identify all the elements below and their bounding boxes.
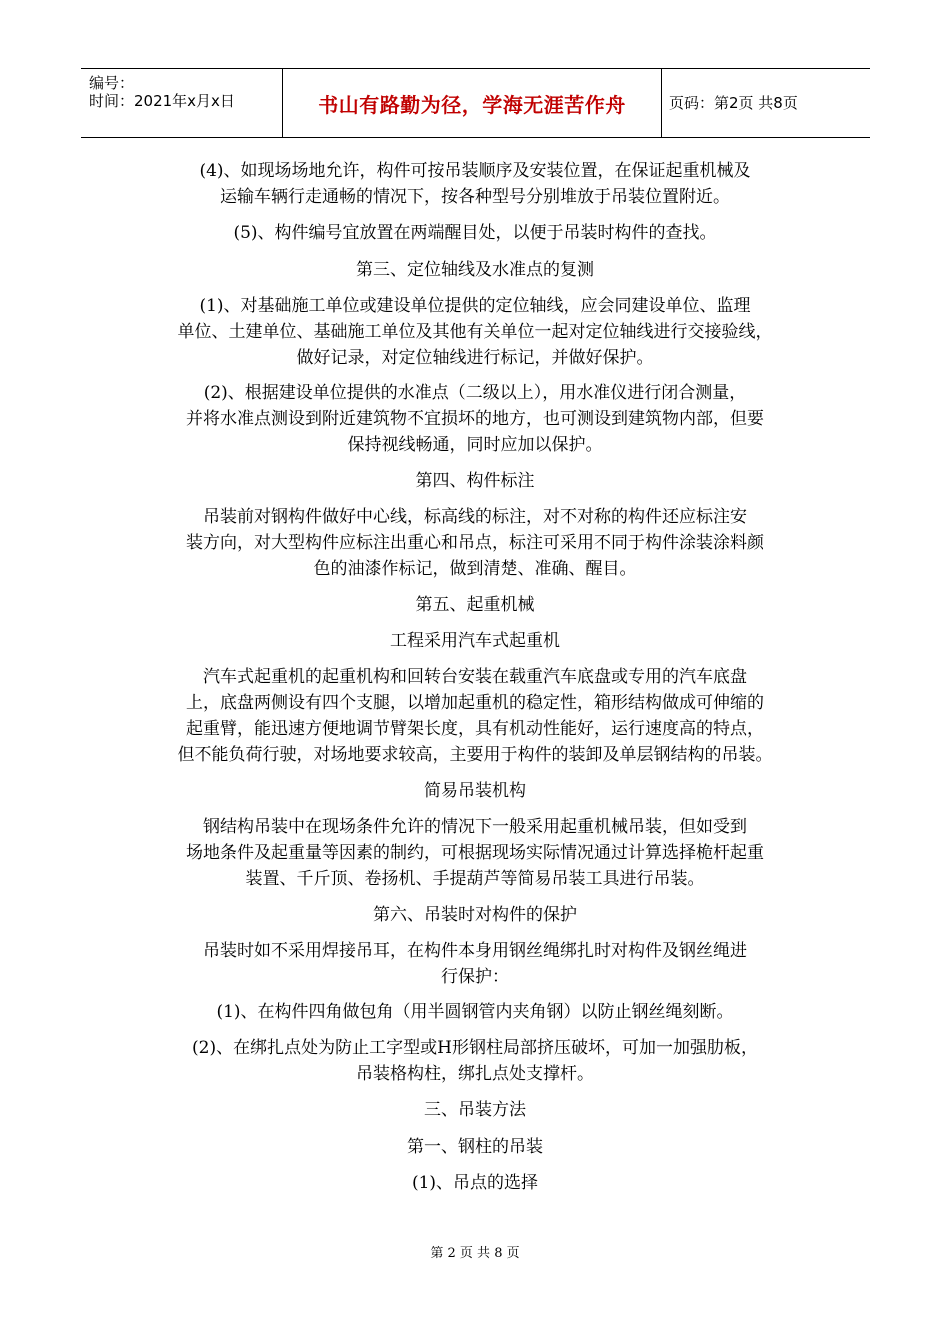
document-number-label: 编号： — [89, 74, 135, 92]
date-label: 时间：2021年x月x日 — [89, 92, 235, 110]
section-heading: 第四、构件标注 — [415, 471, 535, 491]
body-line: 保持视线畅通，同时应加以保护。 — [347, 435, 603, 455]
body-line: 做好记录，对定位轴线进行标记，并做好保护。 — [296, 348, 654, 368]
body-line: 吊装格构柱，绑扎点处支撑杆。 — [356, 1064, 594, 1084]
section-heading: 第一、钢柱的吊装 — [407, 1137, 543, 1157]
body-line: 但不能负荷行驶，对场地要求较高，主要用于构件的装卸及单层钢结构的吊装。 — [177, 745, 773, 765]
body-line: (1)、对基础施工单位或建设单位提供的定位轴线，应会同建设单位、监理 — [199, 296, 751, 316]
page-number-label: 页码：第2页 共8页 — [669, 94, 798, 112]
section-heading: 第六、吊装时对构件的保护 — [373, 905, 577, 925]
body-line: (5)、构件编号宜放置在两端醒目处，以便于吊装时构件的查找。 — [233, 223, 717, 243]
body-line: 并将水准点测设到附近建筑物不宜损坏的地方，也可测设到建筑物内部，但要 — [186, 409, 764, 429]
body-line: 汽车式起重机的起重机构和回转台安装在载重汽车底盘或专用的汽车底盘 — [203, 667, 747, 687]
body-line: 装置、千斤顶、卷扬机、手提葫芦等简易吊装工具进行吊装。 — [245, 869, 705, 889]
section-heading: 第三、定位轴线及水准点的复测 — [356, 260, 594, 280]
header-left-cell — [81, 69, 282, 137]
body-line: 吊装前对钢构件做好中心线，标高线的标注，对不对称的构件还应标注安 — [203, 507, 747, 527]
body-line: 吊装时如不采用焊接吊耳，在构件本身用钢丝绳绑扎时对构件及钢丝绳进 — [203, 941, 747, 961]
body-line: 上，底盘两侧设有四个支腿，以增加起重机的稳定性，箱形结构做成可伸缩的 — [186, 693, 764, 713]
page-header — [81, 68, 870, 138]
body-line: 运输车辆行走通畅的情况下，按各种型号分别堆放于吊装位置附近。 — [220, 187, 730, 207]
motto-text: 书山有路勤为径，学海无涯苦作舟 — [318, 93, 626, 117]
body-line: 钢结构吊装中在现场条件允许的情况下一般采用起重机械吊装，但如受到 — [203, 817, 747, 837]
header-right-cell — [661, 69, 870, 137]
section-heading: 三、吊装方法 — [424, 1100, 526, 1120]
section-heading: 第五、起重机械 — [415, 595, 535, 615]
body-line: (2)、在绑扎点处为防止工字型或H形钢柱局部挤压破坏，可加一加强肋板， — [192, 1038, 758, 1058]
body-line: 行保护： — [441, 967, 509, 987]
body-line: 色的油漆作标记，做到清楚、准确、醒目。 — [313, 559, 637, 579]
sub-heading: 工程采用汽车式起重机 — [390, 631, 560, 651]
body-line: 起重臂，能迅速方便地调节臂架长度，具有机动性能好，运行速度高的特点， — [186, 719, 764, 739]
body-line: 场地条件及起重量等因素的制约，可根据现场实际情况通过计算选择桅杆起重 — [186, 843, 764, 863]
body-line: 装方向，对大型构件应标注出重心和吊点，标注可采用不同于构件涂装涂料颜 — [186, 533, 764, 553]
body-line: (1)、在构件四角做包角（用半圆钢管内夹角钢）以防止钢丝绳刻断。 — [216, 1002, 734, 1022]
sub-heading: 简易吊装机构 — [424, 781, 526, 801]
header-motto-cell — [282, 69, 662, 137]
sub-heading: (1)、吊点的选择 — [411, 1173, 539, 1193]
body-line: (2)、根据建设单位提供的水准点（二级以上），用水准仪进行闭合测量， — [203, 383, 747, 403]
body-line: 单位、土建单位、基础施工单位及其他有关单位一起对定位轴线进行交接验线， — [177, 322, 773, 342]
page-footer: 第 2 页 共 8 页 — [430, 1246, 520, 1261]
body-line: (4)、如现场场地允许，构件可按吊装顺序及安装位置，在保证起重机械及 — [199, 161, 751, 181]
